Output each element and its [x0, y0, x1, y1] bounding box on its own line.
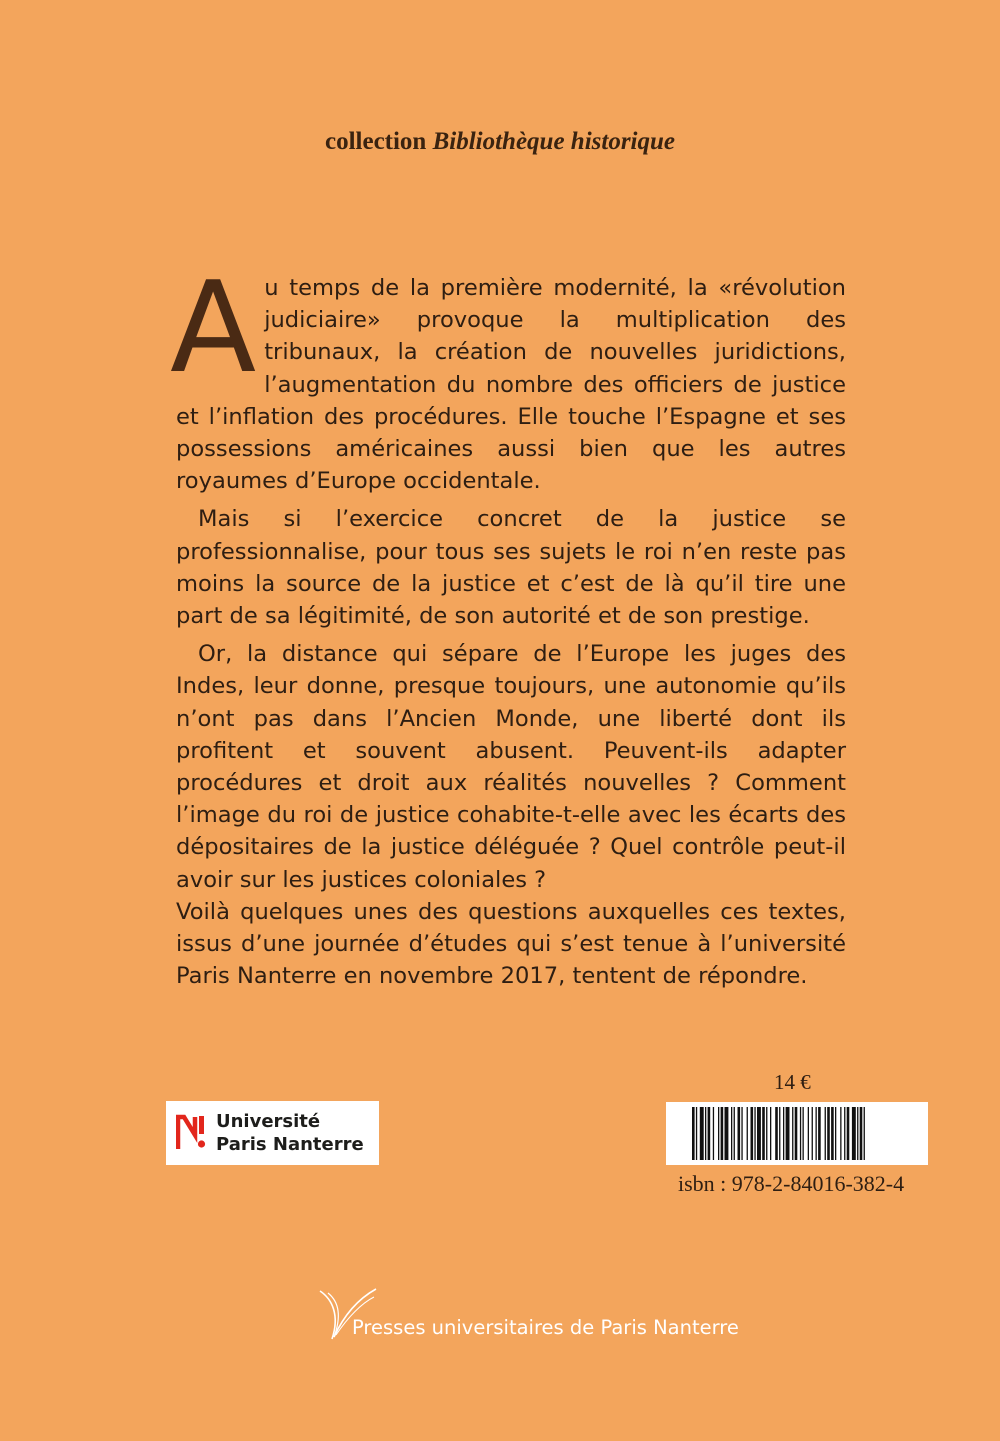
barcode-bar [734, 1107, 735, 1160]
barcode-bar [708, 1107, 711, 1160]
university-logo-line2: Paris Nanterre [216, 1134, 364, 1155]
publisher-name: Presses universitaires de Paris Nanterre [352, 1316, 739, 1339]
barcode-bar [718, 1107, 719, 1160]
barcode-bar [803, 1107, 804, 1160]
collection-name: Bibliothèque historique [432, 128, 676, 155]
barcode-bar [812, 1107, 813, 1160]
barcode-bar [696, 1107, 697, 1160]
barcode-bar [808, 1107, 809, 1160]
barcode-bar [725, 1107, 729, 1160]
isbn: isbn : 978-2-84016-382-4 [678, 1171, 905, 1196]
university-logo-line1: Université [216, 1111, 321, 1132]
barcode-bar [721, 1107, 724, 1160]
barcode-bar [835, 1107, 836, 1160]
paragraph-1 [170, 254, 846, 497]
barcode-bar [852, 1107, 856, 1160]
barcode-bar [783, 1107, 784, 1160]
barcode-bar [762, 1107, 765, 1160]
barcode-bar [860, 1107, 863, 1160]
barcode-bar [857, 1107, 858, 1160]
barcode-bar [844, 1107, 845, 1160]
barcode-bar [840, 1107, 841, 1160]
nanterre-n-icon [176, 1113, 206, 1153]
barcode-bar [705, 1107, 706, 1160]
barcode-bar [747, 1107, 748, 1160]
barcode-bar [775, 1107, 778, 1160]
barcode-bar [700, 1107, 704, 1160]
paragraph-3: Or, la distance qui sépare de l’Europe les juges des Indes, leur donne, presque toujours, une autonomie qu’ils n’ont pas dans l’Ancien Monde, une liberté dont ils profitent et souvent abusent. Peuvent-ils adapter procédures et droit aux réalités nouvelles ? Comment l’image du roi de justice cohabite-t-elle avec les écarts des dépositaires de la justice déléguée ? Quel contrôle peut-il avoir sur les justices coloniales ? [176, 641, 846, 893]
barcode-bar [770, 1107, 771, 1160]
barcode-bar [754, 1107, 755, 1160]
barcode-bar [831, 1107, 834, 1160]
barcode-bar [751, 1107, 754, 1160]
barcode-bar [757, 1107, 761, 1160]
paragraph-2: Mais si l’exercice concret de la justice se professionnalise, pour tous ses sujets le roi n’en reste pas moins la source de la justice et c’est de là qu’il tire une part de sa légitimité, de son autorité et de son prestige. [176, 506, 846, 630]
barcode-bar [692, 1107, 695, 1160]
barcode-bar [847, 1107, 850, 1160]
price: 14 € [774, 1070, 811, 1094]
barcode-bar [825, 1107, 826, 1160]
barcode [666, 1102, 928, 1165]
barcode-bar [713, 1107, 714, 1160]
barcode-bar [818, 1107, 821, 1160]
paragraph-1-text: u temps de la première modernité, la «révolution judiciaire» provoque la multiplication des tribunaux, la création de nouvelles juridictions, l’augmentation du nombre des officiers de justice et l’inflation des procédures. Elle touche l’Espagne et ses possessions américaines aussi bien que les autres royaumes d’Europe occidentale. [176, 275, 846, 495]
barcode-bar [816, 1107, 817, 1160]
barcode-bar [766, 1107, 767, 1160]
collection-prefix: collection [324, 128, 427, 155]
barcode-bar [741, 1107, 742, 1160]
barcode-bar [864, 1107, 865, 1160]
barcode-bar [792, 1107, 793, 1160]
paragraph-4: Voilà quelques unes des questions auxquelles ces textes, issus d’une journée d’études qui s’est tenue à l’université Paris Nanterre en novembre 2017, tentent de répondre. [176, 898, 846, 990]
collection-title [0, 128, 1000, 156]
barcode-bar [779, 1107, 780, 1160]
barcode-bar [786, 1107, 790, 1160]
barcode-icon [666, 1102, 928, 1165]
barcode-bar [795, 1107, 798, 1160]
back-cover-text [170, 254, 846, 998]
barcode-bar [827, 1107, 830, 1160]
barcode-bar [800, 1107, 801, 1160]
barcode-bar [731, 1107, 732, 1160]
drop-cap: A [170, 254, 257, 401]
university-logo [166, 1101, 379, 1165]
barcode-bar [738, 1107, 741, 1160]
